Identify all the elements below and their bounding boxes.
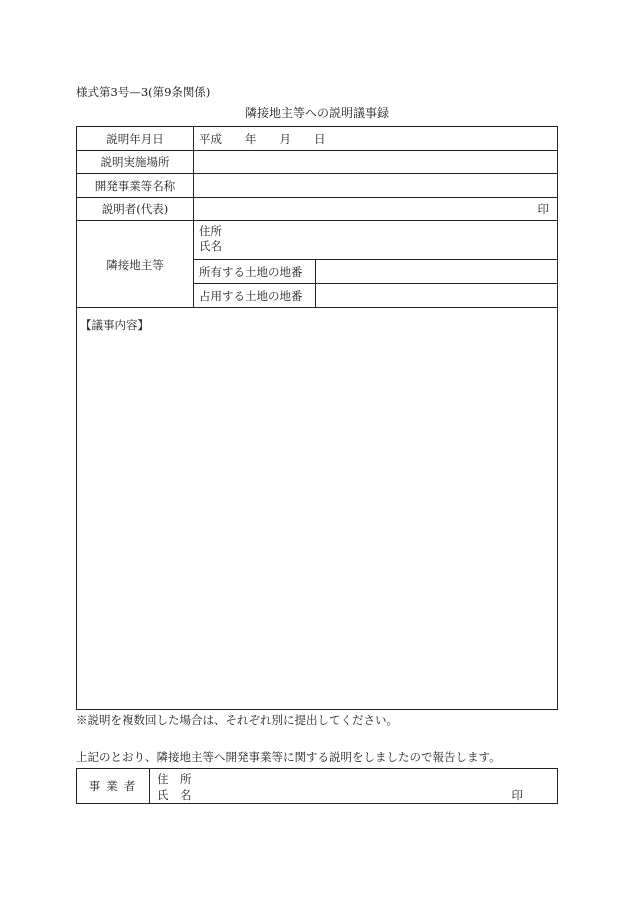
date-row bbox=[77, 127, 557, 151]
neighbor-name-label: 氏名 bbox=[199, 239, 222, 253]
explainer-row bbox=[77, 198, 557, 221]
neighbor-section bbox=[77, 221, 557, 308]
neighbor-address-label: 住所 bbox=[199, 224, 222, 238]
document-title: 隣接地主等への説明議事録 bbox=[244, 106, 389, 120]
place-row bbox=[77, 151, 557, 174]
project-row bbox=[77, 174, 557, 198]
owned-land-row bbox=[193, 260, 557, 284]
project-field[interactable] bbox=[193, 174, 557, 197]
explainer-seal: 印 bbox=[537, 202, 549, 216]
operator-label: 事業者 bbox=[77, 769, 150, 803]
place-field[interactable] bbox=[193, 151, 557, 173]
proceedings-label: 【議事内容】 bbox=[80, 318, 149, 332]
operator-address-label: 住 所 bbox=[157, 772, 192, 786]
operator-seal: 印 bbox=[511, 788, 523, 802]
explainer-label: 説明者(代表) bbox=[77, 198, 194, 220]
neighbor-address-name-field[interactable] bbox=[193, 221, 557, 260]
minutes-table bbox=[76, 126, 558, 710]
explainer-field[interactable] bbox=[193, 198, 557, 220]
occupied-land-row bbox=[193, 284, 557, 308]
report-statement: 上記のとおり、隣接地主等へ開発事業等に関する説明をしましたので報告します。 bbox=[76, 750, 501, 764]
neighbor-label: 隣接地主等 bbox=[77, 221, 194, 308]
form-number: 様式第3号—3(第9条関係) bbox=[76, 85, 211, 99]
operator-field[interactable] bbox=[157, 771, 192, 803]
occupied-land-label: 占用する土地の地番 bbox=[193, 284, 316, 308]
date-field[interactable] bbox=[193, 127, 557, 150]
operator-table bbox=[76, 768, 558, 804]
submission-note: ※説明を複数回した場合は、それぞれ別に提出してください。 bbox=[76, 713, 398, 727]
date-label: 説明年月日 bbox=[77, 127, 194, 150]
operator-name-label: 氏 名 bbox=[157, 788, 192, 802]
place-label: 説明実施場所 bbox=[77, 151, 194, 173]
owned-land-label: 所有する土地の地番 bbox=[193, 260, 316, 283]
proceedings-field[interactable] bbox=[77, 308, 557, 709]
date-value: 平成 年 月 日 bbox=[199, 131, 326, 146]
project-label: 開発事業等名称 bbox=[77, 174, 194, 197]
